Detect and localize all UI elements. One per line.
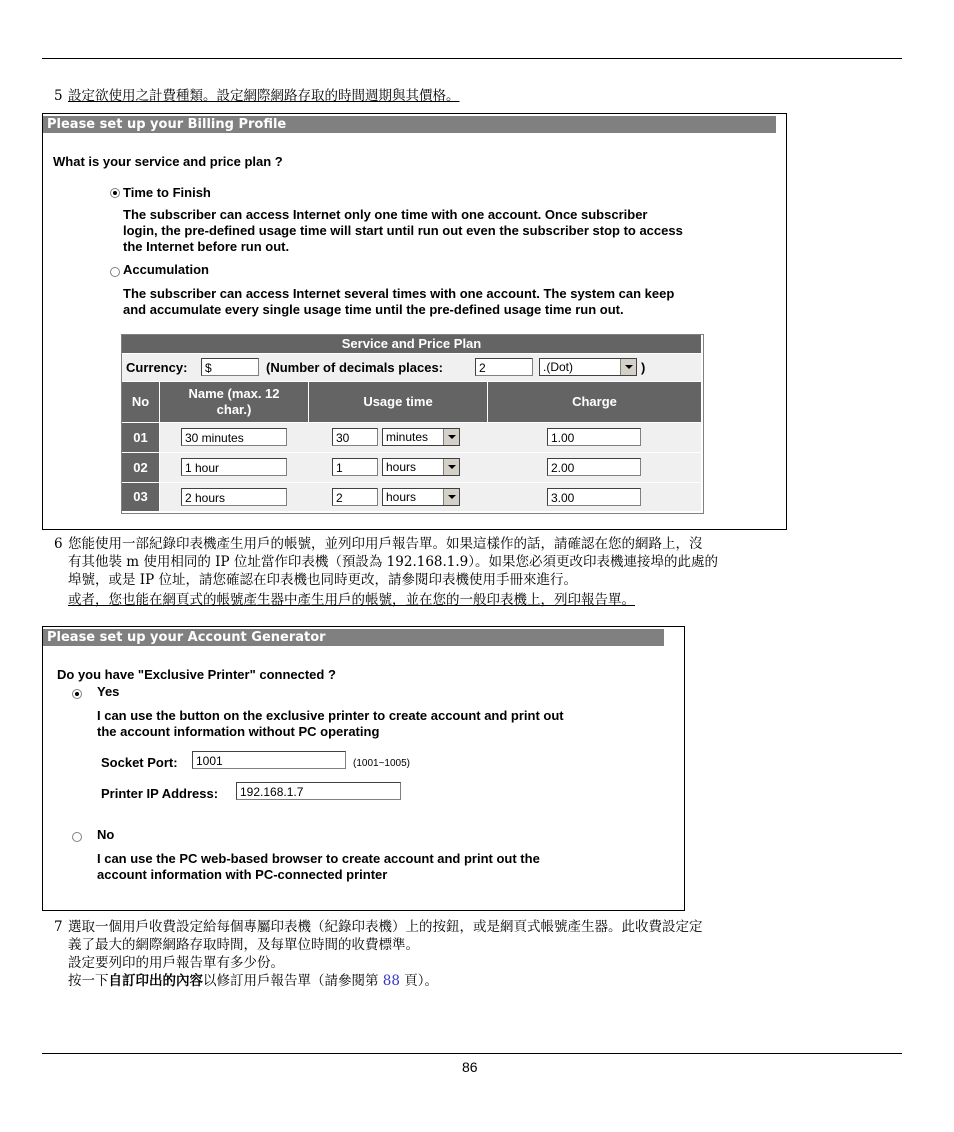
no-label: No: [97, 827, 115, 842]
generator-title: Please set up your Account Generator: [43, 629, 664, 646]
separator-select[interactable]: .(Dot): [539, 358, 637, 376]
table-row: [160, 453, 701, 482]
decimals-input[interactable]: 2: [475, 358, 533, 376]
billing-title: Please set up your Billing Profile: [43, 116, 776, 133]
page-number: 86: [462, 1059, 478, 1075]
chevron-down-icon: [443, 489, 459, 505]
yes-desc: I can use the button on the exclusive printer to create account and print out the account information without PC operating: [97, 708, 564, 739]
col-usage-time: Usage time: [309, 382, 487, 422]
page-ref-link[interactable]: 88: [382, 973, 400, 989]
currency-label: Currency:: [126, 360, 188, 375]
chevron-down-icon: [620, 359, 636, 375]
socket-port-hint: (1001~1005): [353, 758, 410, 769]
service-price-table: [121, 334, 704, 514]
no-desc: I can use the PC web-based browser to create account and print out the account information with PC-connected printer: [97, 851, 540, 882]
radio-no[interactable]: [72, 832, 82, 842]
chevron-down-icon: [443, 429, 459, 445]
radio-accumulation[interactable]: [110, 267, 120, 277]
row-no: 02: [122, 453, 159, 482]
charge-input[interactable]: 1.00: [547, 428, 641, 446]
time-input[interactable]: 1: [332, 458, 378, 476]
row-no: 03: [122, 483, 159, 511]
unit-select[interactable]: hours: [382, 458, 460, 476]
table-row: [160, 423, 701, 452]
step6-text: 6 您能使用一部紀錄印表機產生用戶的帳號，並列印用戶報告單。如果這樣作的話，請確認在您的網路上，沒 有其他裝 m 使用相同的 IP 位址當作印表機（預設為 192.168.1.9）。如果您必須更改印表機連接埠的此處的 埠號，或是 IP 位址，請您確認在印表機也同時更改，請參閱印表機使用手冊來進行。: [54, 536, 719, 588]
time-input[interactable]: 2: [332, 488, 378, 506]
name-input[interactable]: 1 hour: [181, 458, 287, 476]
step7-text: 7 選取一個用戶收費設定給每個專屬印表機（紀錄印表機）上的按鈕，或是網頁式帳號產生器。此收費設定定 義了最大的網際網路存取時間，及每單位時間的收費標準。 設定要列印的用戶報告單有多少份。 按一下自訂印出的內容以修訂用戶報告單（請參閱第 88 頁）。: [54, 919, 703, 989]
radio-yes[interactable]: [72, 689, 82, 699]
opt1-desc: The subscriber can access Internet only one time with one account. Once subscriber login, the pre-defined usage time will start until run out even the subscriber stop to access the Internet before run out.: [123, 207, 683, 254]
unit-select[interactable]: hours: [382, 488, 460, 506]
socket-port-label: Socket Port:: [101, 755, 178, 770]
bottom-rule: [42, 1053, 902, 1054]
billing-question: What is your service and price plan ?: [53, 154, 283, 169]
charge-input[interactable]: 2.00: [547, 458, 641, 476]
close-paren: ): [641, 360, 646, 375]
name-input[interactable]: 30 minutes: [181, 428, 287, 446]
opt2-desc: The subscriber can access Internet several times with one account. The system can keep and accumulate every single usage time until the pre-defined usage time run out.: [123, 286, 675, 317]
step5-text: 5 設定欲使用之計費種類。設定網際網路存取的時間週期與其價格。: [54, 88, 460, 104]
col-no: No: [122, 382, 159, 422]
opt1-label: Time to Finish: [123, 185, 211, 200]
opt2-label: Accumulation: [123, 262, 209, 277]
col-charge: Charge: [488, 382, 701, 422]
currency-row: [122, 354, 701, 381]
chevron-down-icon: [443, 459, 459, 475]
account-generator-panel: [42, 626, 685, 911]
generator-question: Do you have "Exclusive Printer" connected ?: [57, 667, 336, 682]
radio-time-to-finish[interactable]: [110, 188, 120, 198]
row-no: 01: [122, 423, 159, 452]
table-title: Service and Price Plan: [122, 335, 701, 353]
socket-port-input[interactable]: 1001: [192, 751, 346, 769]
charge-input[interactable]: 3.00: [547, 488, 641, 506]
printer-ip-label: Printer IP Address:: [101, 786, 219, 801]
time-input[interactable]: 30: [332, 428, 378, 446]
unit-select[interactable]: minutes: [382, 428, 460, 446]
name-input[interactable]: 2 hours: [181, 488, 287, 506]
currency-input[interactable]: $: [201, 358, 259, 376]
custom-print-link-text: 自訂印出的內容: [108, 973, 203, 989]
col-name: Name (max. 12 char.): [160, 382, 308, 422]
step6-alt-text: 或者，您也能在網頁式的帳號產生器中產生用戶的帳號，並在您的一般印表機上，列印報告單。: [68, 592, 635, 608]
printer-ip-input[interactable]: 192.168.1.7: [236, 782, 401, 800]
yes-label: Yes: [97, 684, 120, 699]
top-rule: [42, 58, 902, 59]
decimals-label: (Number of decimals places:: [266, 360, 443, 375]
table-row: [160, 483, 701, 511]
